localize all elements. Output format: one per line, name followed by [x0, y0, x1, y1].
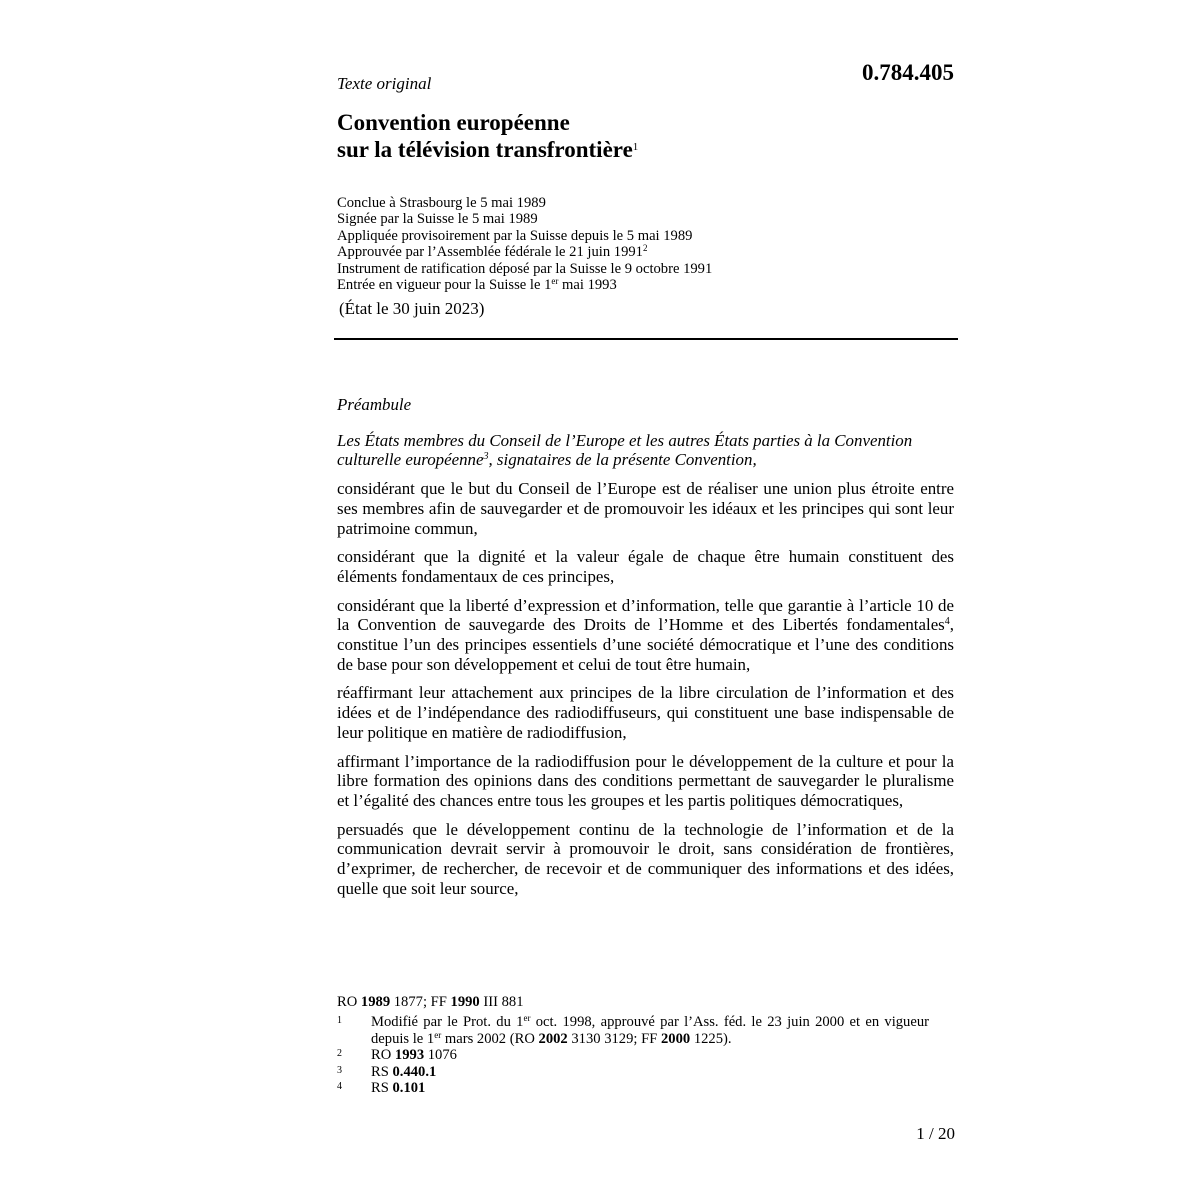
footnote-source	[337, 994, 929, 1010]
footnote-1-text	[371, 1014, 929, 1047]
title-line-2	[337, 135, 638, 162]
footnote-2-text	[371, 1047, 929, 1063]
preamble-paragraph-4: réaffirmant leur attachement aux principes de la libre circulation de l’information et des idées et de l’indépendance des radiodiffuseurs, qui constituent une base indispensable de leur politique en matière de radiodiffusion,	[337, 683, 954, 742]
meta-approved	[337, 244, 712, 260]
treaty-metadata	[337, 195, 712, 293]
preamble-intro-text-end: , signataires de la présente Convention,	[488, 450, 757, 470]
meta-approved-text: Approuvée par l’Assemblée fédérale le 21 juin 1991	[337, 244, 643, 261]
preamble-paragraph-2: considérant que la dignité et la valeur égale de chaque être humain constituent des éléments fondamentaux de ces principes,	[337, 547, 954, 586]
preamble-paragraph-5: affirmant l’importance de la radiodiffusion pour le développement de la culture et pour la libre formation des opinions dans des conditions permettant de sauvegarder le pluralisme et l’égalité des chances entre tous les groupes et les partis politiques démocratiques,	[337, 751, 954, 810]
meta-entry-text: Entrée en vigueur pour la Suisse le 1	[337, 277, 552, 294]
fn1-part-d: 3130 3129; FF	[567, 1030, 661, 1047]
preamble-section	[337, 395, 954, 907]
status-date: (État le 30 juin 2023)	[339, 299, 485, 318]
preamble-intro-text: Les États membres du Conseil de l’Europe et les autres États parties à la Convention culturelle européenne	[337, 430, 913, 470]
meta-entry-ordinal: er	[551, 276, 559, 287]
fn1-ro-year: 2002	[538, 1030, 568, 1047]
fn2-page: 1076	[424, 1047, 457, 1064]
fn1-ordinal-2: er	[434, 1029, 442, 1040]
preamble-paragraph-3	[337, 596, 954, 675]
meta-concluded: Conclue à Strasbourg le 5 mai 1989	[337, 195, 546, 211]
footnote-4-number: 4	[337, 1081, 342, 1093]
document-number: 0.784.405	[862, 60, 954, 85]
page-number: 1 / 20	[916, 1124, 955, 1143]
document-title	[337, 110, 638, 162]
header-divider	[334, 338, 958, 340]
fn4-label: RS	[371, 1080, 393, 1097]
footnote-source-ro-year: 1989	[360, 994, 391, 1010]
preamble-paragraph-1: considérant que le but du Conseil de l’Europe est de réaliser une union plus étroite entre ses membres afin de sauvegarder et de promouvoir les idéaux et les principes qui sont leur patrimoine commun,	[337, 479, 954, 538]
fn1-part-b: oct. 1998, approuvé par l’Ass. féd. le 23 juin 2000 et en vigueur depuis le 1	[371, 1014, 929, 1047]
title-line-2-text: sur la télévision transfrontière	[337, 137, 633, 162]
preamble-paragraph-3-text-end: , constitue l’un des principes essentiels d’une société démocratique et l’une des conditions de base pour son développement et celui de tout être humain,	[337, 615, 954, 674]
preamble-intro-footnote-ref[interactable]: 3	[483, 451, 489, 463]
fn2-label: RO	[371, 1047, 395, 1064]
fn1-ff-year: 2000	[660, 1030, 691, 1047]
footnote-3	[337, 1064, 929, 1080]
footnote-1	[337, 1014, 929, 1047]
document-label: Texte original	[337, 74, 432, 93]
meta-ratification: Instrument de ratification déposé par la Suisse le 9 octobre 1991	[337, 260, 713, 277]
footnote-source-ro-label: RO	[337, 994, 361, 1010]
title-footnote-ref[interactable]: 1	[632, 141, 639, 153]
footnotes	[337, 994, 929, 1096]
fn1-part-e: 1225).	[690, 1030, 732, 1047]
footnote-2	[337, 1047, 929, 1063]
fn3-label: RS	[371, 1063, 393, 1080]
fn4-ref: 0.101	[392, 1080, 426, 1097]
footnote-3-number: 3	[337, 1064, 342, 1076]
title-line-1: Convention européenne	[337, 110, 570, 135]
footnote-2-number: 2	[337, 1048, 342, 1060]
meta-approved-footnote-ref[interactable]: 2	[642, 243, 648, 254]
meta-entry-into-force	[337, 277, 712, 293]
fn1-ordinal-1: er	[523, 1013, 531, 1024]
meta-applied: Appliquée provisoirement par la Suisse depuis le 5 mai 1989	[337, 227, 693, 244]
preamble-title: Préambule	[337, 395, 412, 414]
footnote-3-text	[371, 1064, 929, 1080]
fn1-part-c: mars 2002 (RO	[441, 1030, 539, 1047]
footnote-1-number: 1	[337, 1015, 342, 1027]
meta-entry-text-end: mai 1993	[558, 277, 617, 294]
fn3-ref: 0.440.1	[392, 1063, 437, 1080]
fn2-year: 1993	[394, 1047, 425, 1064]
footnote-source-ff-year: 1990	[450, 994, 480, 1010]
footnote-source-ff-ref: III 881	[479, 994, 524, 1010]
preamble-intro	[337, 431, 954, 470]
footnote-source-ro-page: 1877; FF	[390, 994, 451, 1010]
fn1-part-a: Modifié par le Prot. du 1	[371, 1014, 524, 1031]
preamble-paragraph-3-text: considérant que la liberté d’expression et d’information, telle que garantie à l’article 10 de la Convention de sauvegarde des Droits de l’Homme et des Libertés fondamentales	[337, 595, 954, 635]
footnote-4	[337, 1080, 929, 1096]
preamble-paragraph-3-footnote-ref[interactable]: 4	[944, 616, 950, 628]
meta-signed: Signée par la Suisse le 5 mai 1989	[337, 211, 538, 228]
footnote-4-text	[371, 1080, 929, 1096]
preamble-paragraph-6: persuadés que le développement continu de la technologie de l’information et de la communication devrait servir à promouvoir le droit, sans considération de frontières, d’exprimer, de rechercher, de recevoir et de communiquer des informations et des idées, quelle que soit leur source,	[337, 819, 954, 898]
